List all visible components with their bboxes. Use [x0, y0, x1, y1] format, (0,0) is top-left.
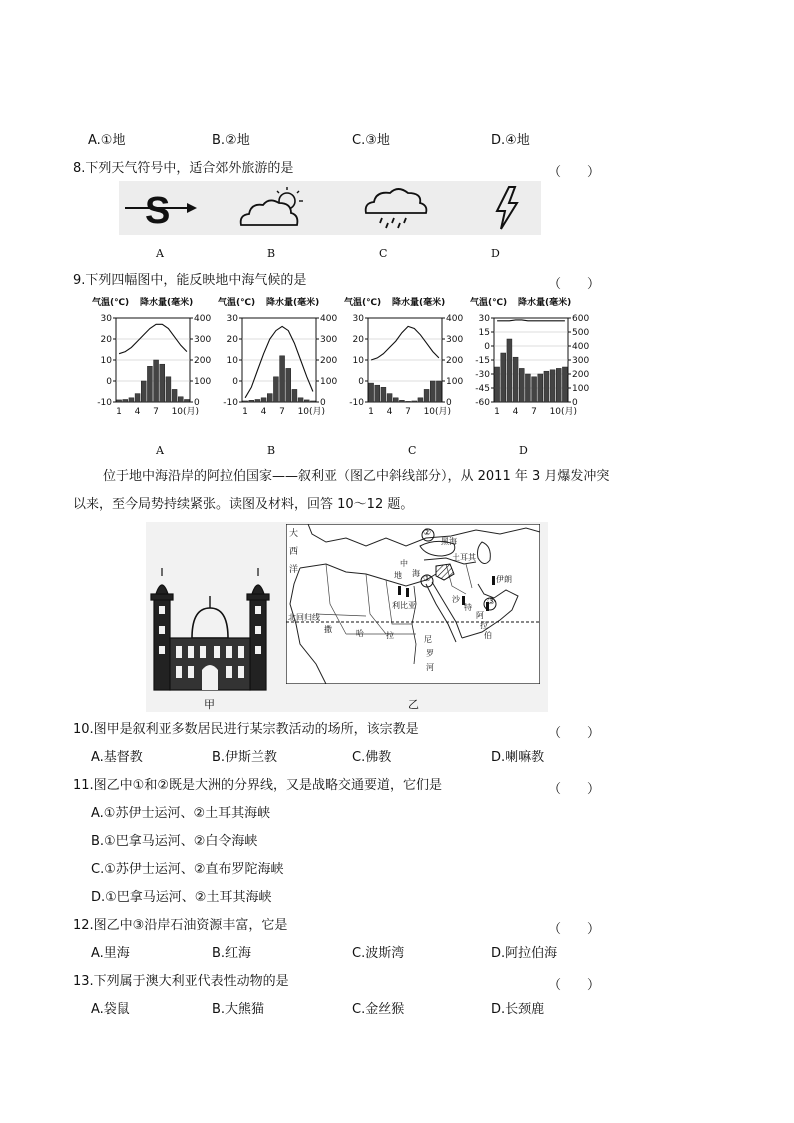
map-label-arabia-2: 特	[464, 603, 472, 612]
precip-bar-m4	[513, 357, 518, 402]
symbol-label-b: B	[267, 247, 276, 260]
month-tick-label: 7	[405, 407, 411, 417]
precip-bar-m3	[507, 339, 512, 402]
map-label-sahara-2: 哈	[356, 629, 364, 638]
map-label-sahara-3: 拉	[386, 631, 394, 640]
precip-tick-label: 0	[320, 398, 326, 408]
q13-stem: 13.下列属于澳大利亚代表性动物的是	[73, 974, 289, 989]
precip-bar-m10	[298, 398, 303, 402]
temp-tick-label: -30	[475, 370, 490, 380]
precip-bar-m12	[310, 401, 315, 402]
precip-bar-m2	[501, 353, 506, 402]
q11-option-d: D.①巴拿马运河、②土耳其海峡	[91, 890, 272, 905]
temp-axis-title: 气温(℃)	[92, 298, 130, 308]
map-label-turkey: 土耳其	[452, 553, 476, 562]
precip-bar-m5	[519, 368, 524, 402]
climate-chart-d	[470, 296, 592, 436]
precip-bar-m11	[430, 381, 435, 402]
precip-bar-m6	[273, 377, 278, 402]
precip-bar-m5	[141, 381, 146, 402]
precip-bar-m4	[261, 398, 266, 402]
map-label-black-sea: 黑海	[441, 537, 457, 546]
precip-bar-m9	[292, 389, 297, 402]
precip-bar-m7	[406, 401, 411, 402]
temp-tick-label: -10	[97, 398, 112, 408]
q12-option-a: A.里海	[91, 946, 130, 961]
map-label-arabia-1: 沙	[452, 595, 460, 604]
q11-option-a: A.①苏伊士运河、②土耳其海峡	[91, 806, 271, 821]
svg-text:S: S	[145, 190, 171, 229]
precip-bar-m2	[249, 400, 254, 402]
q10-option-c: C.佛教	[352, 750, 392, 765]
map-label-arabia-3: 阿	[476, 611, 484, 620]
temp-tick-label: 30	[100, 314, 112, 324]
precip-axis-title: 降水量(毫米)	[266, 298, 320, 308]
precip-tick-label: 200	[446, 356, 464, 366]
precip-tick-label: 600	[572, 314, 590, 324]
temp-tick-label: 20	[226, 335, 238, 345]
temp-tick-label: 0	[484, 342, 490, 352]
symbol-label-c: C	[379, 247, 388, 260]
temp-tick-label: -60	[475, 398, 490, 408]
precip-axis-title: 降水量(毫米)	[140, 298, 194, 308]
temp-axis-title: 气温(℃)	[344, 298, 382, 308]
map-label-iran: 伊朗	[496, 575, 512, 584]
q12-option-c: C.波斯湾	[352, 946, 405, 961]
map-label-sahara-1: 撒	[324, 625, 332, 634]
month-tick-label: 10(月)	[549, 407, 578, 417]
temp-tick-label: 30	[352, 314, 364, 324]
passage-line-1: 位于地中海沿岸的阿拉伯国家——叙利亚（图乙中斜线部分），从 2011 年 3 月爆发冲突	[103, 469, 610, 484]
precip-bar-m6	[399, 400, 404, 402]
precip-bar-m12	[562, 367, 567, 402]
temp-axis-title: 气温(℃)	[218, 298, 256, 308]
map-label-libya: 利比亚	[392, 601, 416, 610]
precip-bar-m5	[267, 394, 272, 402]
precip-bar-m6	[525, 374, 530, 402]
precip-tick-label: 400	[446, 314, 464, 324]
q9-answer-paren: （ ）	[548, 277, 601, 292]
q8-answer-paren: （ ）	[548, 165, 601, 180]
precip-bar-m7	[532, 377, 537, 402]
q7-option-c: C.③地	[352, 133, 390, 148]
month-tick-label: 10(月)	[423, 407, 452, 417]
month-tick-label: 1	[116, 407, 122, 417]
precip-tick-label: 100	[194, 377, 212, 387]
passage-line-2: 以来，至今局势持续紧张。读图及材料，回答 10～12 题。	[73, 497, 414, 512]
month-tick-label: 4	[512, 407, 519, 417]
symbol-label-d: D	[491, 247, 500, 260]
precip-tick-label: 400	[320, 314, 338, 324]
q13-option-d: D.长颈鹿	[491, 1002, 545, 1017]
q11-option-b: B.①巴拿马运河、②白令海峡	[91, 834, 258, 849]
temp-tick-label: 20	[100, 335, 112, 345]
precip-tick-label: 400	[194, 314, 212, 324]
map-label-med-3: 海	[412, 569, 420, 578]
temp-tick-label: -10	[349, 398, 364, 408]
precip-bar-m1	[369, 383, 374, 402]
weather-symbols-strip	[119, 181, 541, 235]
lightning-icon	[489, 185, 525, 231]
map-label-nile-1: 尼	[424, 635, 432, 644]
temp-tick-label: -45	[475, 384, 490, 394]
precip-bar-m11	[304, 400, 309, 402]
q10-option-a: A.基督教	[91, 750, 143, 765]
temp-axis-title: 气温(℃)	[470, 298, 508, 308]
precip-bar-m8	[286, 368, 291, 402]
precip-bar-m1	[495, 367, 500, 402]
q10-option-b: B.伊斯兰教	[212, 750, 278, 765]
month-tick-label: 4	[134, 407, 141, 417]
q7-option-d: D.④地	[491, 133, 530, 148]
q8-stem: 8.下列天气符号中，适合郊外旅游的是	[73, 161, 294, 176]
precip-bar-m3	[255, 399, 260, 402]
month-tick-label: 7	[153, 407, 159, 417]
precip-bar-m3	[129, 398, 134, 402]
month-tick-label: 10(月)	[297, 407, 326, 417]
map-label-med-2: 地	[394, 571, 402, 580]
map-label-atlantic-2: 西	[289, 547, 299, 557]
precip-tick-label: 300	[194, 335, 212, 345]
month-tick-label: 1	[494, 407, 500, 417]
chart-label-c: C	[408, 444, 417, 457]
precip-bar-m4	[135, 394, 140, 402]
climate-chart-a	[92, 296, 214, 436]
q11-stem: 11.图乙中①和②既是大洲的分界线，又是战略交通要道，它们是	[73, 778, 442, 793]
rain-icon	[362, 185, 432, 231]
precip-bar-m2	[123, 399, 128, 402]
q13-answer-paren: （ ）	[548, 978, 601, 993]
q12-option-b: B.红海	[212, 946, 252, 961]
precip-bar-m8	[538, 374, 543, 402]
temp-tick-label: 10	[226, 356, 238, 366]
precip-bar-m10	[172, 389, 177, 402]
precip-bar-m8	[160, 364, 165, 402]
q7-option-a: A.①地	[88, 133, 126, 148]
precip-bar-m11	[178, 397, 183, 402]
precip-bar-m12	[436, 381, 441, 402]
temp-tick-label: -15	[475, 356, 490, 366]
map-label-marker-3: ③	[487, 597, 496, 607]
month-tick-label: 1	[368, 407, 374, 417]
symbol-label-a: A	[156, 247, 164, 260]
month-tick-label: 4	[386, 407, 393, 417]
temp-tick-label: 0	[232, 377, 238, 387]
map-label-atlantic-3: 洋	[289, 565, 299, 575]
month-tick-label: 7	[279, 407, 285, 417]
month-tick-label: 10(月)	[171, 407, 200, 417]
sandstorm-icon	[123, 187, 199, 229]
precip-tick-label: 300	[572, 356, 590, 366]
precip-bar-m1	[117, 400, 122, 402]
precip-axis-title: 降水量(毫米)	[518, 298, 572, 308]
precip-bar-m7	[154, 360, 159, 402]
precip-axis-title: 降水量(毫米)	[392, 298, 446, 308]
precip-bar-m9	[166, 377, 171, 402]
q11-answer-paren: （ ）	[548, 782, 601, 797]
precip-bar-m10	[424, 389, 429, 402]
precip-tick-label: 0	[194, 398, 200, 408]
precip-bar-m6	[147, 366, 152, 402]
precip-bar-m2	[375, 385, 380, 402]
map-label-nile-2: 罗	[426, 649, 434, 658]
map-label-med-1: 中	[400, 559, 408, 568]
temp-tick-label: 15	[478, 328, 490, 338]
precip-tick-label: 300	[320, 335, 338, 345]
month-tick-label: 1	[242, 407, 248, 417]
temp-tick-label: 30	[226, 314, 238, 324]
precip-tick-label: 400	[572, 342, 590, 352]
precip-bar-m3	[381, 387, 386, 402]
chart-label-b: B	[267, 444, 276, 457]
q13-option-c: C.金丝猴	[352, 1002, 405, 1017]
partly-cloudy-icon	[237, 185, 307, 231]
climate-chart-b	[218, 296, 340, 436]
q10-stem: 10.图甲是叙利亚多数居民进行某宗教活动的场所，该宗教是	[73, 722, 419, 737]
precip-bar-m1	[243, 401, 248, 402]
precip-tick-label: 200	[194, 356, 212, 366]
precip-bar-m8	[412, 401, 417, 402]
precip-tick-label: 300	[446, 335, 464, 345]
chart-label-d: D	[519, 444, 528, 457]
map-label-atlantic-1: 大	[289, 529, 299, 539]
map-label-nile-3: 河	[426, 663, 434, 672]
temp-tick-label: 10	[100, 356, 112, 366]
temp-tick-label: 10	[352, 356, 364, 366]
q7-option-b: B.②地	[212, 133, 250, 148]
precip-bar-m11	[556, 368, 561, 402]
mosque-illustration	[146, 546, 278, 692]
q13-option-b: B.大熊猫	[212, 1002, 265, 1017]
q9-stem: 9.下列四幅图中，能反映地中海气候的是	[73, 273, 307, 288]
temp-tick-label: 20	[352, 335, 364, 345]
map-label-marker-1: ①	[423, 574, 432, 584]
month-tick-label: 4	[260, 407, 267, 417]
chart-label-a: A	[156, 444, 164, 457]
figure-panel	[146, 522, 548, 712]
precip-tick-label: 100	[320, 377, 338, 387]
q12-answer-paren: （ ）	[548, 922, 601, 937]
month-tick-label: 7	[531, 407, 537, 417]
q13-option-a: A.袋鼠	[91, 1002, 130, 1017]
precip-tick-label: 200	[572, 370, 590, 380]
q12-stem: 12.图乙中③沿岸石油资源丰富，它是	[73, 918, 288, 933]
figure-yi-label: 乙	[408, 698, 419, 711]
q12-option-d: D.阿拉伯海	[491, 946, 558, 961]
q10-answer-paren: （ ）	[548, 726, 601, 741]
temp-tick-label: 0	[106, 377, 112, 387]
map-label-tropic: 北回归线	[288, 613, 320, 622]
temp-tick-label: -10	[223, 398, 238, 408]
map-label-marker-2: ②	[423, 528, 432, 538]
precip-bar-m7	[280, 356, 285, 402]
precip-tick-label: 0	[446, 398, 452, 408]
temp-tick-label: 30	[478, 314, 490, 324]
map-label-arabia-4: 拉	[480, 621, 488, 630]
q10-option-d: D.喇嘛教	[491, 750, 545, 765]
precip-bar-m10	[550, 370, 555, 402]
climate-chart-c	[344, 296, 466, 436]
precip-bar-m5	[393, 398, 398, 402]
precip-tick-label: 100	[572, 384, 590, 394]
precip-bar-m9	[544, 371, 549, 402]
precip-tick-label: 0	[572, 398, 578, 408]
precip-tick-label: 100	[446, 377, 464, 387]
temp-tick-label: 0	[358, 377, 364, 387]
precip-tick-label: 500	[572, 328, 590, 338]
precip-bar-m9	[418, 398, 423, 402]
precip-tick-label: 200	[320, 356, 338, 366]
figure-jia-label: 甲	[204, 698, 215, 711]
map-label-arabia-5: 伯	[484, 631, 492, 640]
q11-option-c: C.①苏伊士运河、②直布罗陀海峡	[91, 862, 284, 877]
precip-bar-m4	[387, 394, 392, 402]
precip-bar-m12	[184, 399, 189, 402]
